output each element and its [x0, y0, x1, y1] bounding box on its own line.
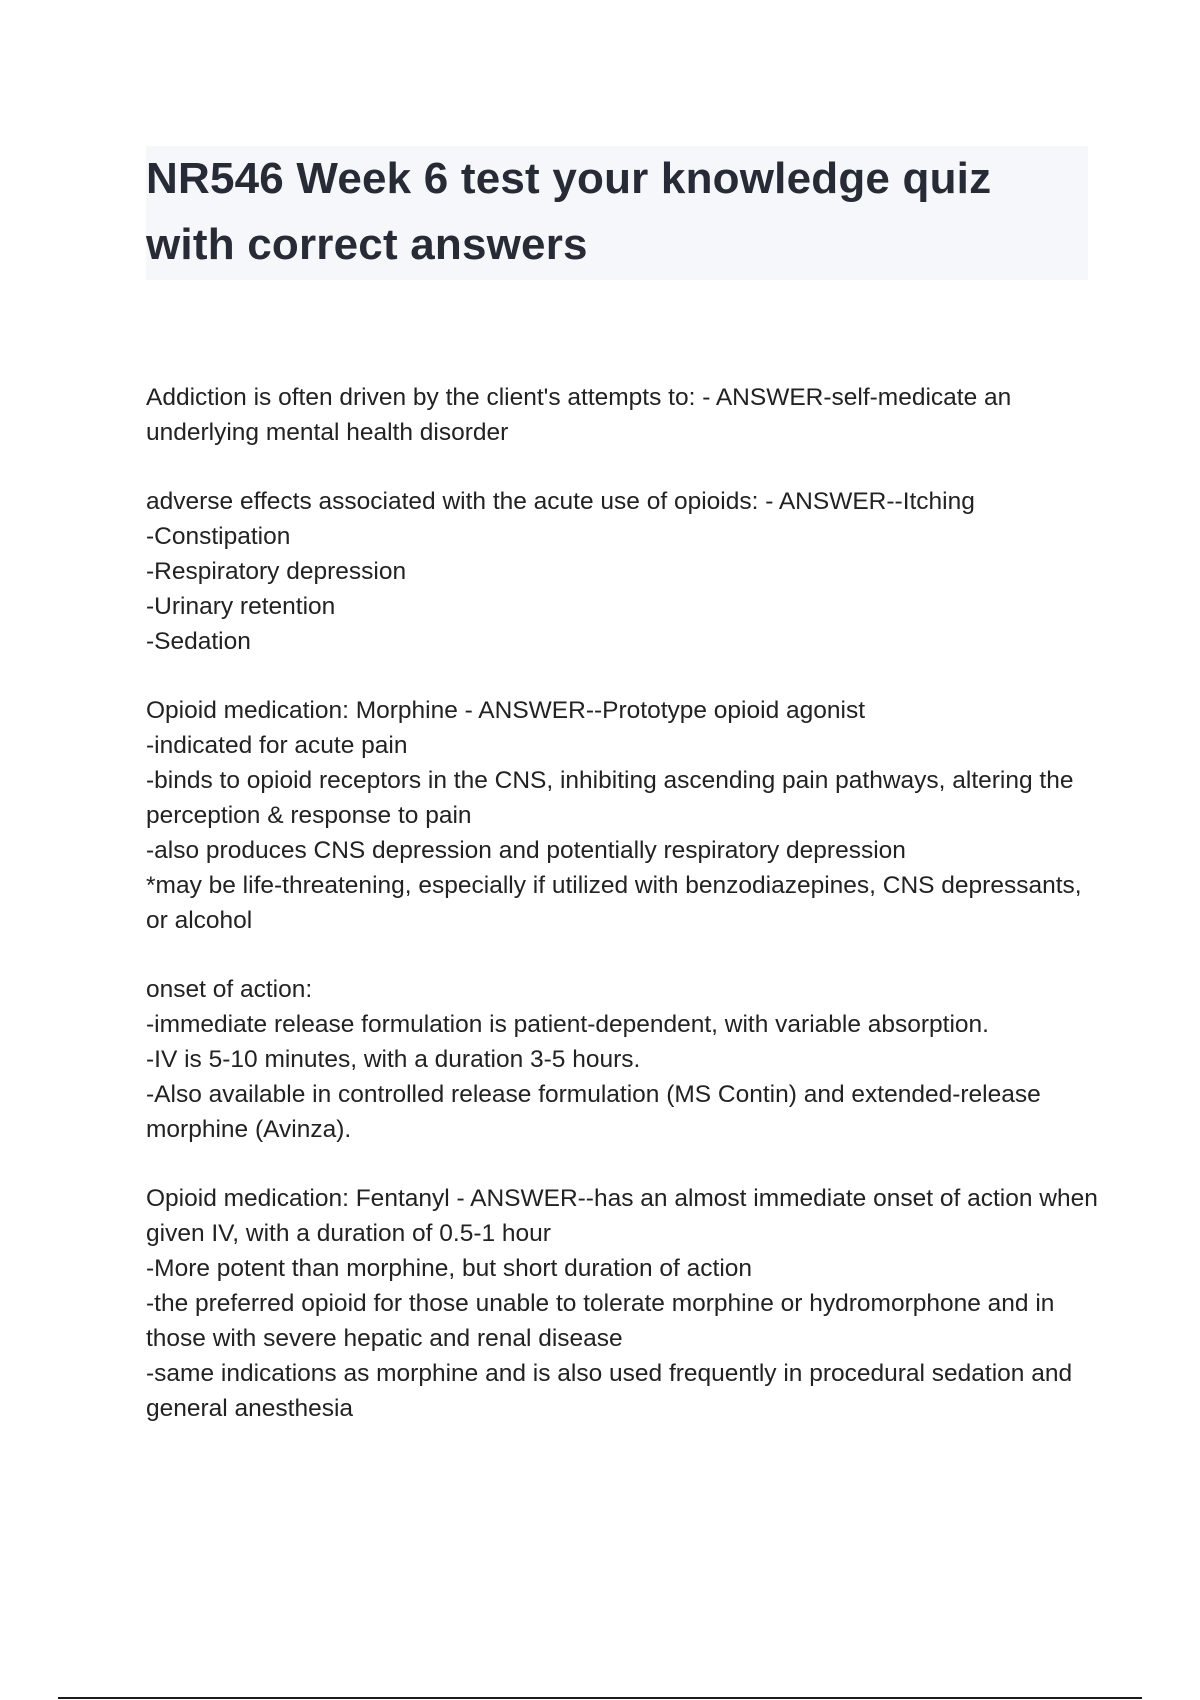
qa-entry-addiction	[146, 380, 1106, 450]
qa-entry-text: Addiction is often driven by the client's attempts to: - ANSWER-self-medicate an underlying mental health disorder	[146, 384, 1019, 446]
qa-entry-text: onset of action: -immediate release formulation is patient-dependent, with variable absorption. -IV is 5-10 minutes, with a duration 3-5 hours. -Also available in controlled release formulation (MS Contin) and extended-release morphine (Avinza).	[146, 976, 1041, 1143]
title-banner	[146, 146, 1088, 280]
qa-entry-morphine	[146, 693, 1106, 938]
qa-entry-text: adverse effects associated with the acute use of opioids: - ANSWER--Itching -Constipation -Respiratory depression -Urinary retention -Sedation	[146, 488, 975, 655]
qa-entry-text: Opioid medication: Morphine - ANSWER--Prototype opioid agonist -indicated for acute pain -binds to opioid receptors in the CNS, inhibiting ascending pain pathways, altering the perception & response to pain -also produces CNS depression and potentially respiratory depression *may be life-threatening, especially if utilized with benzodiazepines, CNS depressants, or alcohol	[146, 697, 1082, 934]
document-body	[146, 380, 1106, 1460]
qa-entry-adverse-effects	[146, 484, 1106, 659]
qa-entry-text: Opioid medication: Fentanyl - ANSWER--has an almost immediate onset of action when given IV, with a duration of 0.5-1 hour -More potent than morphine, but short duration of action -the preferred opioid for those unable to tolerate morphine or hydromorphone and in those with severe hepatic and renal disease -same indications as morphine and is also used frequently in procedural sedation and general anesthesia	[146, 1185, 1098, 1422]
page-title: NR546 Week 6 test your knowledge quiz with correct answers	[146, 154, 992, 269]
qa-entry-onset-of-action	[146, 972, 1106, 1147]
page-bottom-divider	[58, 1697, 1142, 1699]
qa-entry-fentanyl	[146, 1181, 1106, 1426]
